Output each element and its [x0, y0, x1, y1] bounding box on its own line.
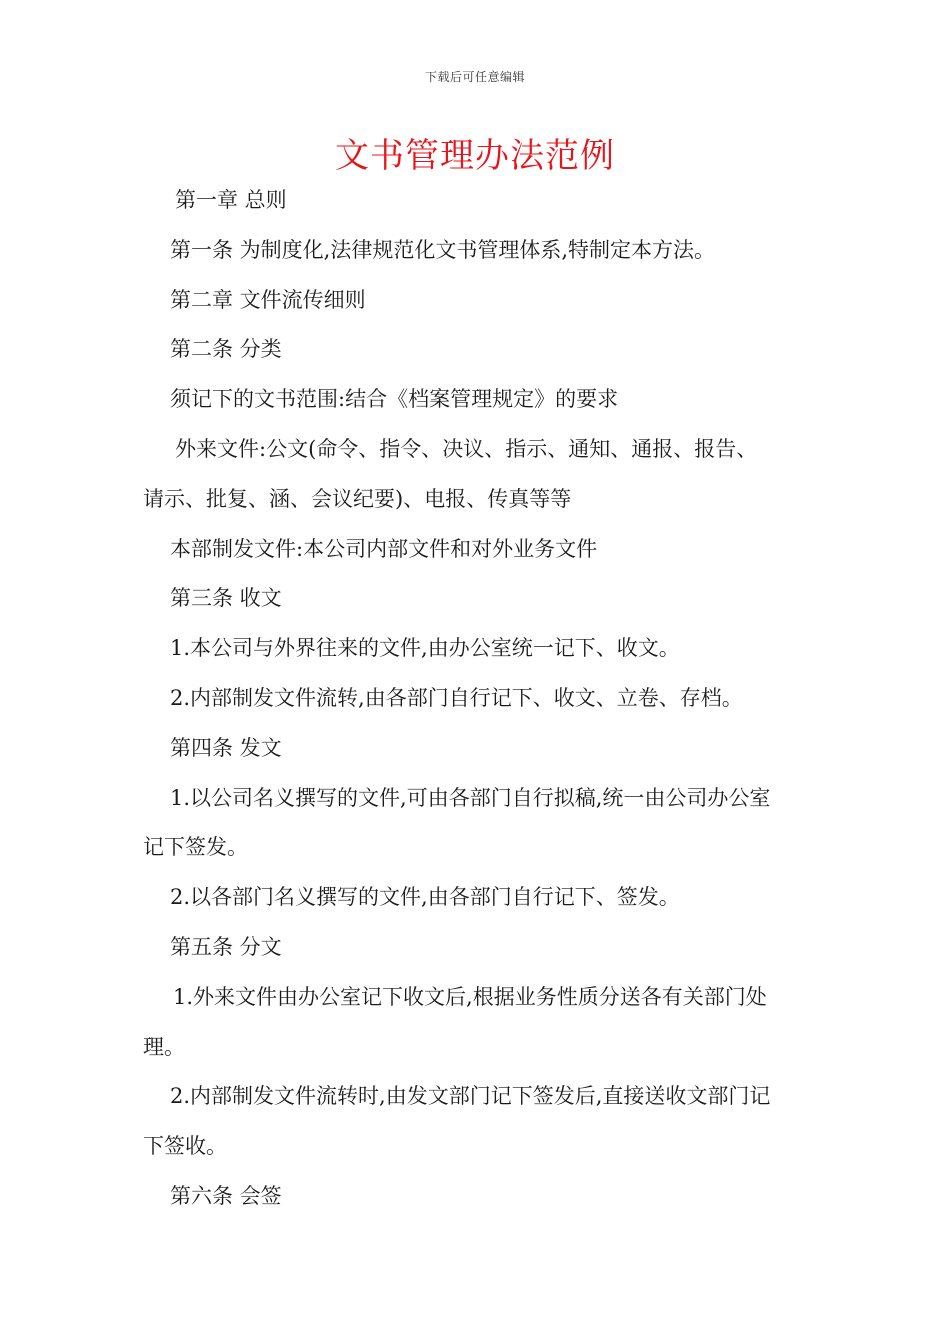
paragraph-line: 2.内部制发文件流转,由各部门自行记下、收文、立卷、存档。 [170, 685, 743, 710]
paragraph-line: 第六条 会签 [170, 1183, 282, 1208]
paragraph-line: 请示、批复、涵、会议纪要)、电报、传真等等 [143, 486, 572, 511]
paragraph-line: 2.内部制发文件流转时,由发文部门记下签发后,直接送收文部门记 [170, 1084, 771, 1109]
paragraph-line: 第四条 发文 [170, 735, 282, 760]
paragraph-line: 2.以各部门名义撰写的文件,由各部门自行记下、签发。 [170, 885, 680, 910]
paragraph-line: 第二章 文件流传细则 [170, 287, 366, 312]
paragraph-line: 第一条 为制度化,法律规范化文书管理体系,特制定本方法。 [170, 237, 716, 262]
document-title: 文书管理办法范例 [335, 136, 615, 176]
paragraph-line: 须记下的文书范围:结合《档案管理规定》的要求 [170, 387, 619, 412]
paragraph-line: 第二条 分类 [170, 337, 282, 362]
paragraph-line: 1.本公司与外界往来的文件,由办公室统一记下、收文。 [170, 636, 680, 661]
paragraph-line: 外来文件:公文(命令、指令、决议、指示、通知、通报、报告、 [175, 436, 758, 461]
paragraph-line: 第一章 总则 [175, 188, 287, 212]
document-body [143, 176, 811, 1222]
paragraph-line: 理。 [143, 1034, 185, 1059]
paragraph-line: 本部制发文件:本公司内部文件和对外业务文件 [170, 536, 598, 561]
page-header: 下载后可任意编辑 [424, 70, 525, 84]
paragraph-line: 第三条 收文 [170, 586, 282, 611]
paragraph-line: 1.以公司名义撰写的文件,可由各部门自行拟稿,统一由公司办公室 [170, 785, 771, 810]
paragraph-line: 第五条 分文 [170, 934, 282, 959]
paragraph-line: 1.外来文件由办公室记下收文后,根据业务性质分送各有关部门处 [173, 984, 767, 1009]
paragraph-line: 下签收。 [143, 1134, 227, 1159]
paragraph-line: 记下签发。 [143, 835, 248, 860]
